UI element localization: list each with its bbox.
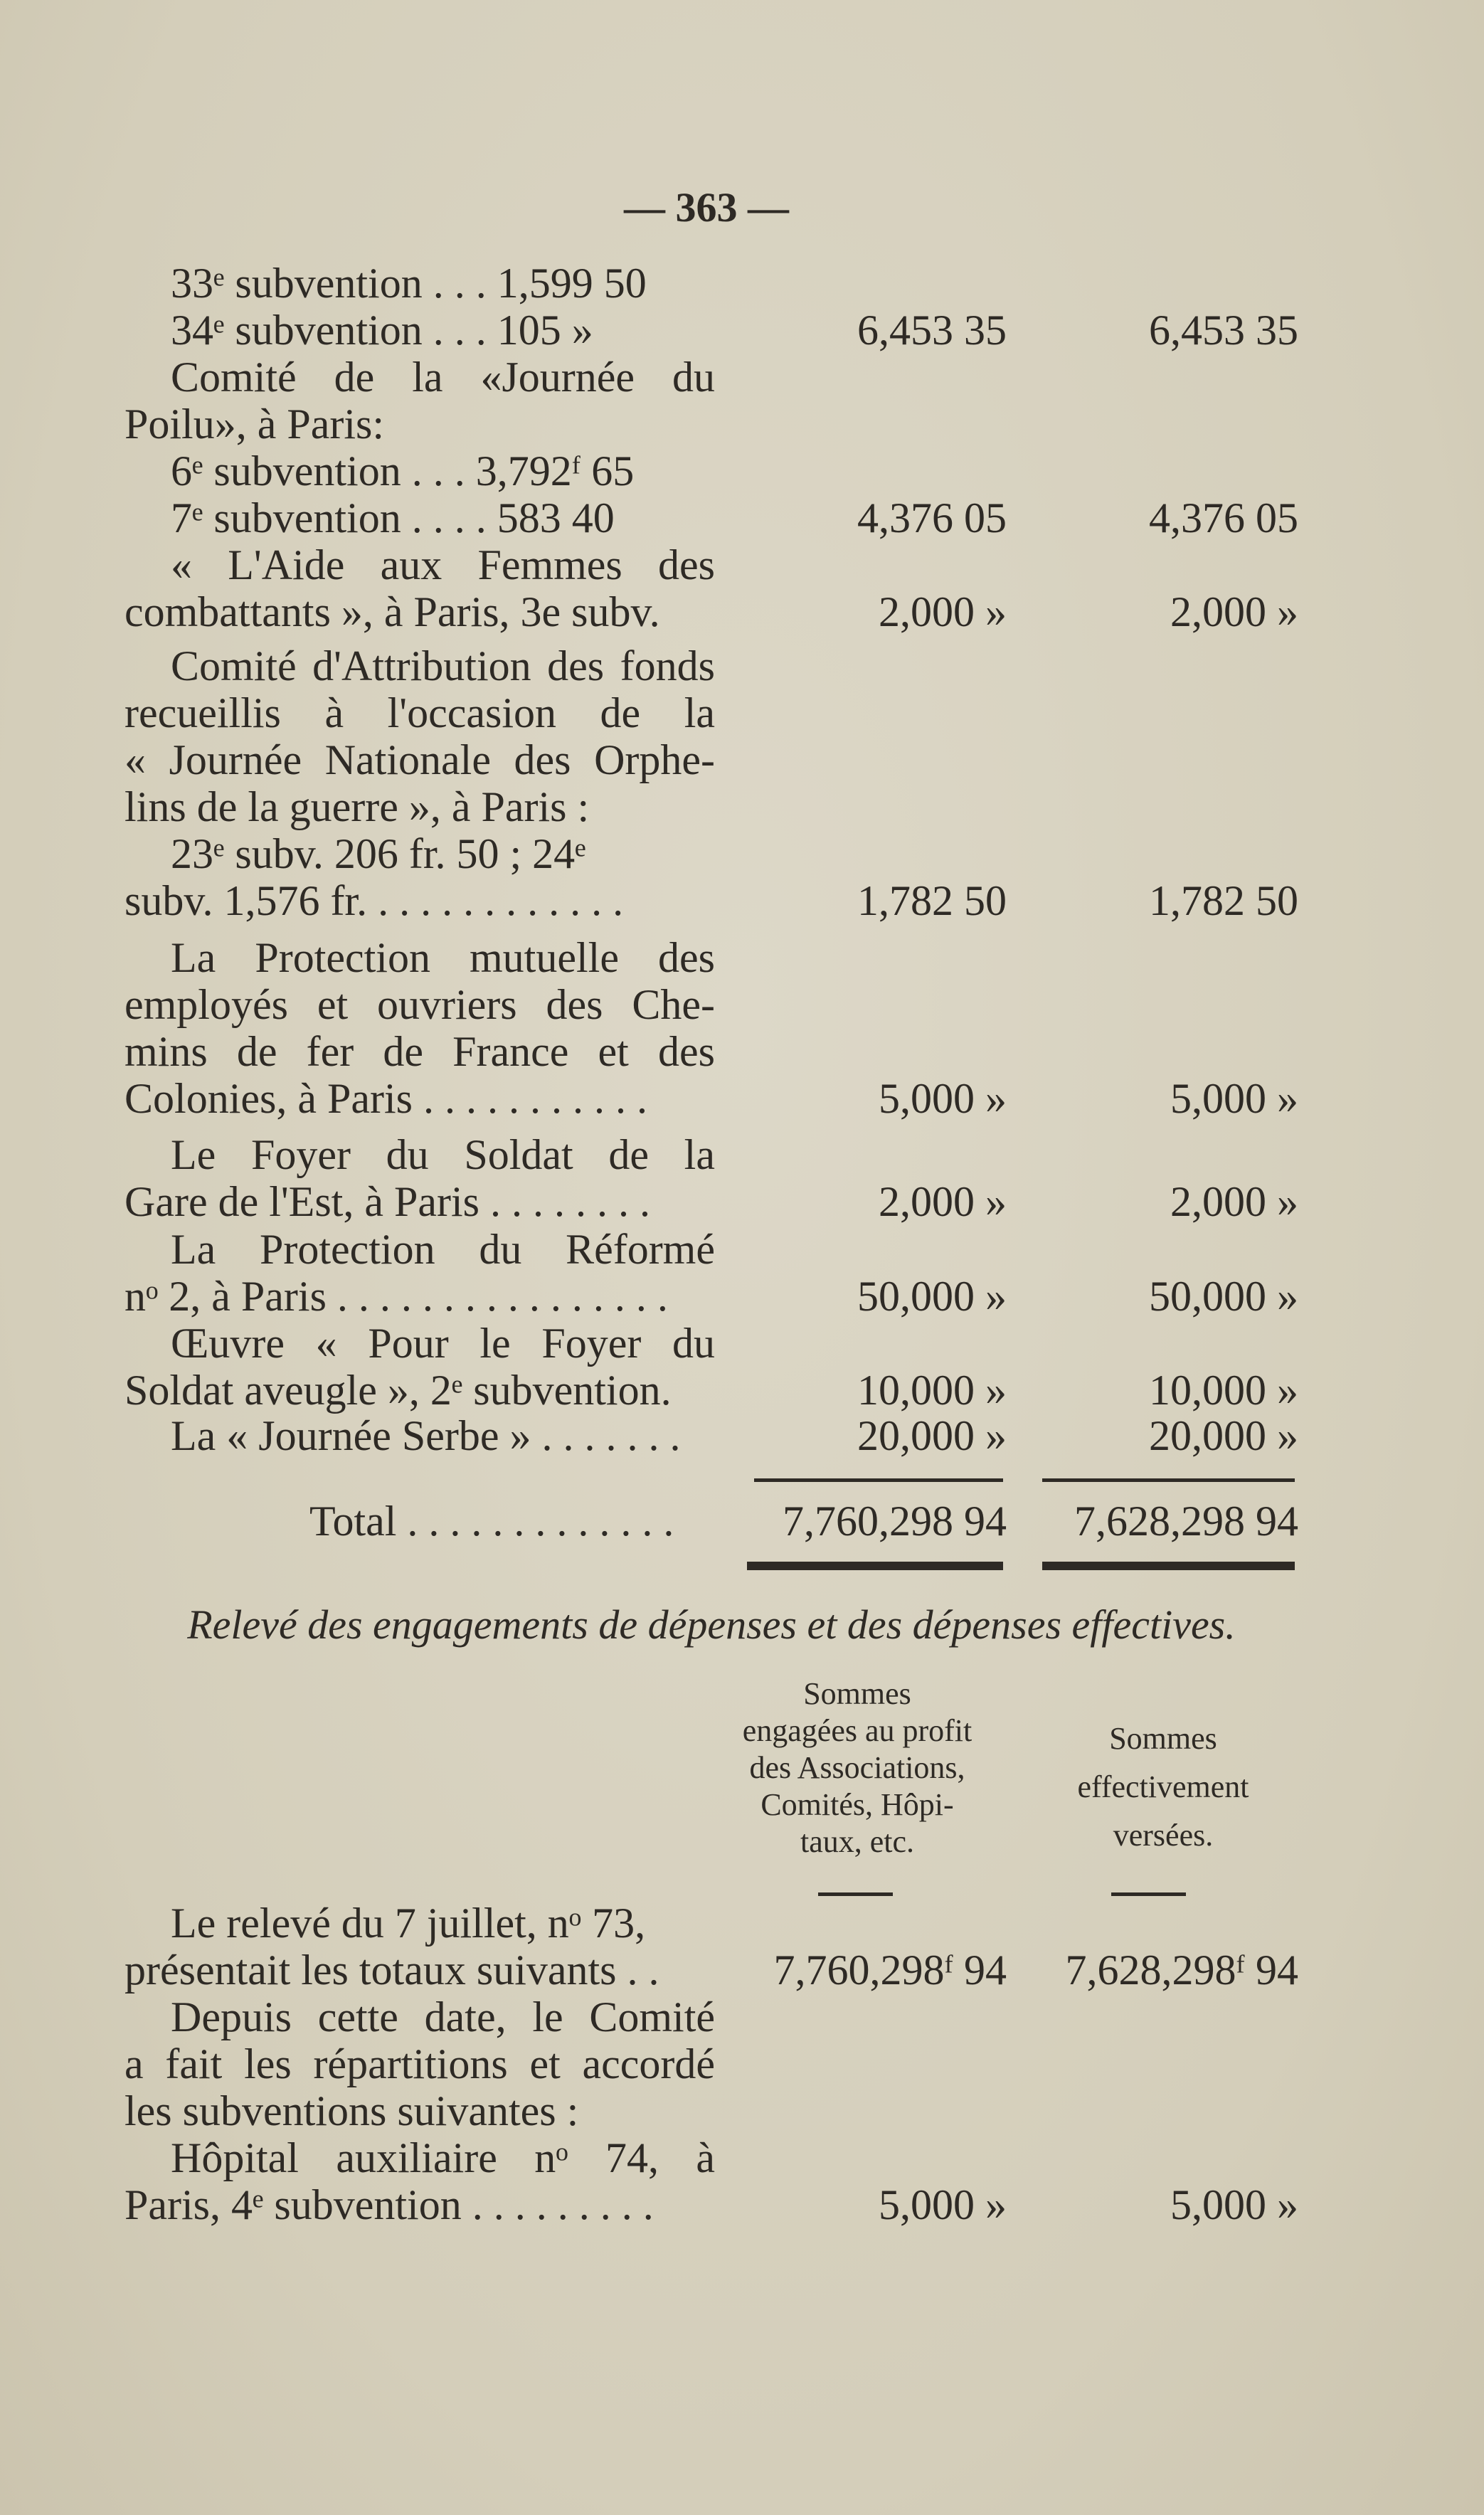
amount-engaged: 20,000 » [857,1412,1007,1459]
header-line: taux, etc. [800,1824,915,1859]
amount-paid: 2,000 » [1170,588,1298,635]
row-text-line: présentait les totaux suivants . . [124,1947,659,1994]
column-header-paid [1024,1715,1302,1860]
row-text-line: Le relevé du 7 juillet, nᵒ 73, [171,1900,646,1947]
row-text-line: Hôpital auxiliaire nᵒ 74, à [171,2134,715,2181]
header-line: Sommes [1109,1721,1217,1756]
total-label: Total . . . . . . . . . . . . . [309,1498,674,1545]
double-rule [1042,1562,1295,1570]
header-line: Sommes [803,1676,911,1711]
row-text-line: 33ᵉ subvention . . . 1,599 50 [171,260,647,307]
row-text-line: a fait les répartitions et accordé [124,2040,715,2087]
row-text-line: La « Journée Serbe » . . . . . . . [171,1412,681,1459]
header-line: engagées au profit [742,1713,972,1748]
row-text-line: recueillis à l'occasion de la [124,689,715,736]
row-text-line: Soldat aveugle », 2ᵉ subvention. [124,1367,672,1414]
section-caption: Relevé des engagements de dépenses et des dépenses effectives. [187,1601,1236,1648]
row-text-line: La Protection du Réformé [171,1226,715,1273]
row-text-line: Colonies, à Paris . . . . . . . . . . . [124,1075,647,1122]
row-text-line: subv. 1,576 fr. . . . . . . . . . . . . [124,877,624,924]
total-paid: 7,628,298 94 [1074,1498,1298,1545]
row-text-line: mins de fer de France et des [124,1028,715,1075]
row-text-line: 34ᵉ subvention . . . 105 » [171,307,593,354]
header-line: effectivement [1077,1769,1249,1804]
row-text-line: nᵒ 2, à Paris . . . . . . . . . . . . . . . . [124,1273,668,1320]
amount-paid: 7,628,298ᶠ 94 [1065,1947,1298,1994]
total-rule [1042,1478,1295,1482]
amount-paid: 6,453 35 [1149,307,1298,354]
row-text-line: La Protection mutuelle des [171,934,715,981]
row-text-line: Poilu», à Paris: [124,401,385,448]
row-text-line: « Journée Nationale des Orphe- [124,736,715,783]
header-line: Comités, Hôpi- [760,1787,954,1822]
amount-engaged: 10,000 » [857,1367,1007,1414]
amount-paid: 20,000 » [1149,1412,1298,1459]
total-engaged: 7,760,298 94 [783,1498,1007,1545]
header-line: versées. [1113,1818,1214,1853]
row-text-line: Paris, 4ᵉ subvention . . . . . . . . . [124,2181,654,2228]
row-text-line: Gare de l'Est, à Paris . . . . . . . . [124,1178,650,1225]
row-text-line: 6ᵉ subvention . . . 3,792ᶠ 65 [171,448,635,494]
row-text-line: Le Foyer du Soldat de la [171,1131,715,1178]
row-text-line: « L'Aide aux Femmes des [171,541,715,588]
amount-paid: 1,782 50 [1149,877,1298,924]
amount-engaged: 6,453 35 [857,307,1007,354]
amount-engaged: 4,376 05 [857,494,1007,541]
amount-paid: 10,000 » [1149,1367,1298,1414]
row-text-line: Comité d'Attribution des fonds [171,642,715,689]
amount-engaged: 50,000 » [857,1273,1007,1320]
amount-paid: 4,376 05 [1149,494,1298,541]
row-text-line: les subventions suivantes : [124,2087,579,2134]
row-text-line: combattants », à Paris, 3e subv. [124,588,660,635]
total-rule [754,1478,1003,1482]
amount-paid: 2,000 » [1170,1178,1298,1225]
amount-paid: 50,000 » [1149,1273,1298,1320]
amount-paid: 5,000 » [1170,1075,1298,1122]
column-header-engaged [711,1675,1003,1860]
row-text-line: 7ᵉ subvention . . . . 583 40 [171,494,615,541]
row-text-line: lins de la guerre », à Paris : [124,783,590,830]
amount-engaged: 1,782 50 [857,877,1007,924]
row-text-line: Œuvre « Pour le Foyer du [171,1320,715,1367]
row-text-line: employés et ouvriers des Che- [124,981,715,1028]
row-text-line: Comité de la «Journée du [171,354,715,401]
amount-engaged: 2,000 » [879,1178,1007,1225]
amount-engaged: 7,760,298ᶠ 94 [773,1947,1007,1994]
amount-engaged: 2,000 » [879,588,1007,635]
amount-engaged: 5,000 » [879,2181,1007,2228]
page-number: — 363 — [624,184,789,231]
header-rule [818,1892,893,1896]
amount-engaged: 5,000 » [879,1075,1007,1122]
header-line: des Associations, [749,1750,965,1785]
row-text-line: 23ᵉ subv. 206 fr. 50 ; 24ᵉ [171,830,586,877]
header-rule [1111,1892,1186,1896]
double-rule [747,1562,1003,1570]
row-text-line: Depuis cette date, le Comité [171,1994,715,2040]
amount-paid: 5,000 » [1170,2181,1298,2228]
